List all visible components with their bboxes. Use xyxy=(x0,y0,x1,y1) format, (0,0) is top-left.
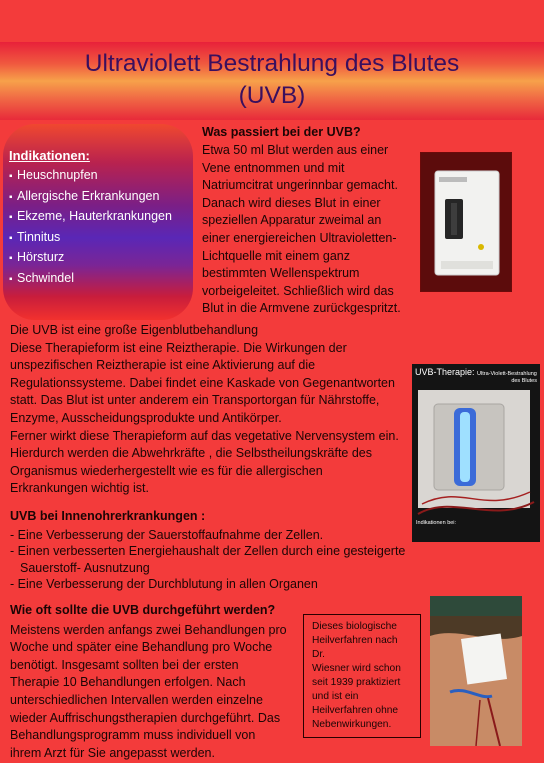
text-line: Erkrankungen wichtig ist. xyxy=(10,481,149,496)
blood-draw-photo xyxy=(430,596,522,746)
text-line: Dieses biologische xyxy=(312,621,397,632)
inner-ear-heading: UVB bei Innenohrerkrankungen : xyxy=(10,509,206,523)
what-happens-heading: Was passiert bei der UVB? xyxy=(202,125,361,139)
text-line: Danach wird dieses Blut in einer xyxy=(202,195,381,210)
bullet-icon: ▪ xyxy=(9,253,13,264)
text-line: Therapie 10 Behandlungen erfolgen. Nach xyxy=(10,675,246,690)
text-line: Regulationssysteme. Dabei findet eine Kaskade von Gegenantworten xyxy=(10,375,395,390)
text-line: wieder Auffrischungstherapien durchgeführt. Das xyxy=(10,710,281,725)
list-item: Sauerstoff- Ausnutzung xyxy=(20,560,150,575)
how-often-heading: Wie oft sollte die UVB durchgeführt werden? xyxy=(10,603,276,617)
text-line: Meistens werden anfangs zwei Behandlungen pro xyxy=(10,622,287,637)
inner-ear-section xyxy=(10,508,420,593)
text-line: seit 1939 praktiziert xyxy=(312,677,401,688)
text-line: einer energiereichen Ultravioletten- xyxy=(202,230,397,245)
list-item: ▪ Hörsturz xyxy=(9,248,193,269)
text-line: Woche und später eine Behandlung pro Woche xyxy=(10,640,273,655)
text-line: Ferner wirkt diese Therapieform auf das vegetative Nervensystem ein. xyxy=(10,428,399,443)
indications-list xyxy=(9,166,193,289)
text-line: Enzyme, Ausscheidungsprodukte und Antikörper. xyxy=(10,410,282,425)
indications-box xyxy=(3,124,193,320)
text-line: benötigt. Insgesamt sollten bei der ersten xyxy=(10,657,239,672)
text-line: Heilverfahren ohne xyxy=(312,705,399,716)
text-line: speziellen Apparatur zweimal an xyxy=(202,213,382,228)
text-line: unterschiedlichen Intervallen werden einzelne xyxy=(10,692,263,707)
list-item: ▪ Allergische Erkrankungen xyxy=(9,187,193,208)
text-line: Organismus wiederhergestellt wie es für die allergischen xyxy=(10,463,323,478)
list-item: - Einen verbesserten Energiehaushalt der Zellen durch eine gesteigerte xyxy=(10,544,406,559)
text-line: statt. Das Blut ist unter anderem ein Transportorgan für Nährstoffe, xyxy=(10,393,380,408)
text-line: Heilverfahren nach Dr. xyxy=(312,635,398,660)
text-line: Diese Therapieform ist eine Reiztherapie. Die Wirkungen der xyxy=(10,340,347,355)
bullet-icon: ▪ xyxy=(9,232,13,244)
uvb-device-photo xyxy=(420,152,512,292)
text-line: und ist ein xyxy=(312,691,359,702)
uvb-therapy-photo xyxy=(412,364,540,542)
bullet-icon: ▪ xyxy=(9,273,13,285)
arm-injection-image xyxy=(430,596,522,746)
text-line: ihrem Arzt für Sie angepasst werden. xyxy=(10,745,215,760)
list-item: - Eine Verbesserung der Sauerstoffaufnahme der Zellen. xyxy=(10,527,324,542)
list-item: ▪ Schwindel xyxy=(9,269,193,290)
bullet-icon: ▪ xyxy=(9,212,13,223)
text-line: vorbeigeleitet. Schließlich wird das xyxy=(202,283,394,298)
text-line: unspezifischen Reiztherapie ist eine Aktivierung auf die xyxy=(10,358,316,373)
text-line: Lichtquelle mit einem ganz xyxy=(202,248,350,263)
info-box xyxy=(303,614,421,738)
list-item: ▪ Ekzeme, Hauterkrankungen xyxy=(9,207,193,228)
uvb-device-image xyxy=(421,153,512,292)
text-line: Vene entnommen und mit xyxy=(202,160,345,175)
text-line: Nebenwirkungen. xyxy=(312,719,392,730)
title-line-1: Ultraviolett Bestrahlung des Blutes xyxy=(84,50,460,77)
what-happens-section xyxy=(202,124,416,318)
how-often-section xyxy=(10,602,296,762)
list-item: ▪ Heuschnupfen xyxy=(9,166,193,187)
text-line: bestimmten Wellenspektrum xyxy=(202,266,360,281)
text-line: Blut in die Armvene zurückgespritzt. xyxy=(202,301,401,316)
text-line: Behandlungsprogramm muss individuell von xyxy=(10,728,256,743)
text-line: Natriumcitrat ungerinnbar gemacht. xyxy=(202,178,398,193)
list-item: ▪ Tinnitus xyxy=(9,228,193,249)
uv-lamp-image xyxy=(412,364,540,542)
page-title xyxy=(0,48,544,112)
main-text-section xyxy=(10,322,408,498)
photo2-indications-label: Indikationen bei: xyxy=(416,520,457,526)
indications-heading: Indikationen: xyxy=(9,148,90,163)
list-item: - Eine Verbesserung der Durchblutung in allen Organen xyxy=(10,577,318,592)
text-line: Wiesner wird schon xyxy=(312,663,401,674)
text-line: Die UVB ist eine große Eigenblutbehandlung xyxy=(10,323,259,337)
bullet-icon: ▪ xyxy=(9,191,13,203)
text-line: Etwa 50 ml Blut werden aus einer xyxy=(202,143,389,157)
title-line-2: (UVB) xyxy=(238,82,306,109)
photo2-subtitle: des Blutes xyxy=(511,378,537,384)
bullet-icon: ▪ xyxy=(9,171,13,182)
photo2-title: UVB-Therapie: Ultra-Violett-Bestrahlung xyxy=(415,367,537,377)
text-line: Hierdurch werden die Abwehrkräfte , die Selbstheilungskräfte des xyxy=(10,446,373,461)
